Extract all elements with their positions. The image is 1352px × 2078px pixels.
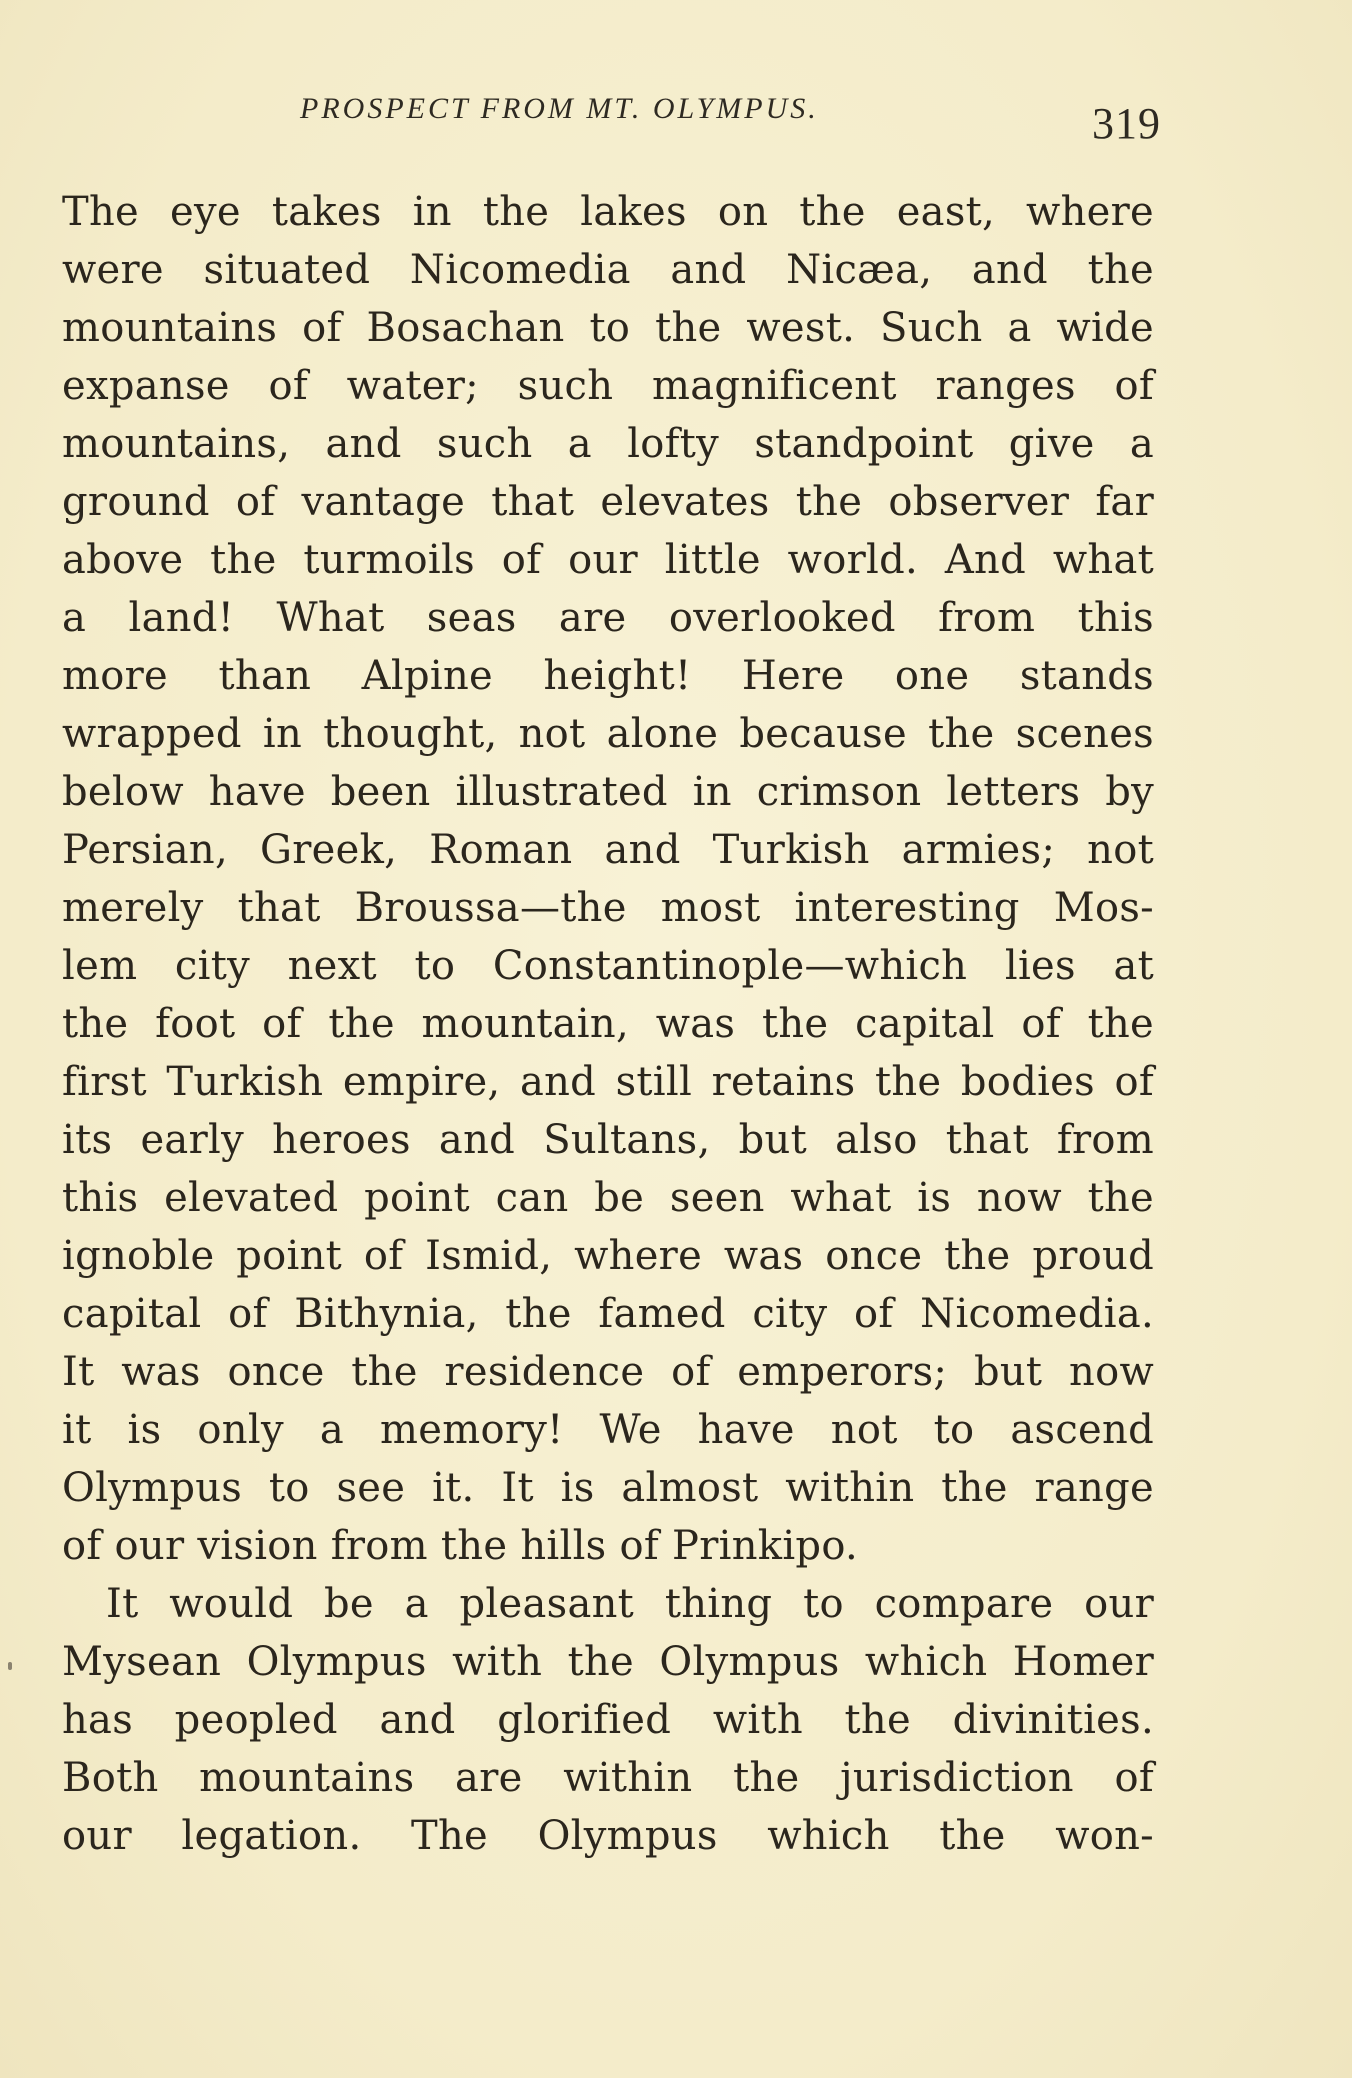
text-line: Persian, Greek, Roman and Turkish armies; not [62, 827, 1154, 873]
paragraph-2 [62, 1575, 1154, 1865]
paragraph-1 [62, 183, 1154, 1575]
text-line: first Turkish empire, and still retains the bodies of [62, 1059, 1154, 1105]
text-line: above the turmoils of our little world. And what [62, 537, 1154, 583]
text-line: it is only a memory! We have not to ascend [62, 1407, 1154, 1453]
text-line: capital of Bithynia, the famed city of Nicomedia. [62, 1291, 1154, 1337]
text-line: below have been illustrated in crimson letters by [62, 769, 1154, 815]
text-line: It was once the residence of emperors; but now [62, 1349, 1154, 1395]
text-line: ground of vantage that elevates the observer far [62, 479, 1154, 525]
body-text [62, 183, 1154, 1865]
text-line: expanse of water; such magnificent ranges of [62, 363, 1154, 409]
page-number: 319 [1092, 99, 1161, 148]
running-head: PROSPECT FROM MT. OLYMPUS. [300, 92, 819, 125]
text-line: the foot of the mountain, was the capital of the [62, 1001, 1154, 1047]
text-line: a land! What seas are overlooked from this [62, 595, 1154, 641]
text-line: wrapped in thought, not alone because the scenes [62, 711, 1154, 757]
text-line: Olympus to see it. It is almost within the range [62, 1465, 1154, 1511]
text-line: mountains, and such a lofty standpoint give a [62, 421, 1154, 467]
text-line: mountains of Bosachan to the west. Such a wide [62, 305, 1154, 351]
text-line: ignoble point of Ismid, where was once the proud [62, 1233, 1154, 1279]
text-line: Mysean Olympus with the Olympus which Homer [62, 1639, 1154, 1685]
text-line: merely that Broussa—the most interesting Mos- [62, 885, 1154, 931]
text-line: has peopled and glorified with the divinities. [62, 1697, 1154, 1743]
text-line: Both mountains are within the jurisdiction of [62, 1755, 1154, 1801]
text-line: were situated Nicomedia and Nicæa, and the [62, 247, 1154, 293]
text-line: It would be a pleasant thing to compare our [106, 1581, 1154, 1627]
text-line: its early heroes and Sultans, but also that from [62, 1117, 1154, 1163]
margin-speck [8, 1662, 12, 1670]
text-line: The eye takes in the lakes on the east, where [62, 189, 1154, 235]
text-line: more than Alpine height! Here one stands [62, 653, 1154, 699]
text-line: this elevated point can be seen what is now the [62, 1175, 1154, 1221]
text-line: lem city next to Constantinople—which lies at [62, 943, 1154, 989]
text-line: our legation. The Olympus which the won- [62, 1813, 1154, 1859]
text-line: of our vision from the hills of Prinkipo. [62, 1523, 859, 1569]
